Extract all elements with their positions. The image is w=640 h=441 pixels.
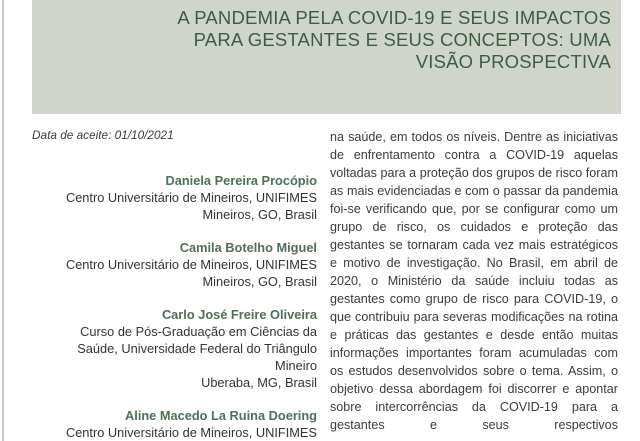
authors-list <box>32 172 317 441</box>
chapter-title-line-2: PARA GESTANTES E SEUS CONCEPTOS: UMA <box>193 29 611 50</box>
body-text-column <box>330 128 618 441</box>
author-affiliation-line: Mineiros, GO, Brasil <box>202 207 317 222</box>
author-affiliation-line: Centro Universitário de Mineiros, UNIFIMES <box>65 257 317 272</box>
author-name: Aline Macedo La Ruina Doering <box>125 408 317 423</box>
title-banner <box>32 0 621 114</box>
chapter-title-line-3: VISÃO PROSPECTIVA <box>415 51 611 72</box>
author-affiliation-line: Centro Universitário de Mineiros, UNIFIMES <box>65 190 317 205</box>
author-name: Daniela Pereira Procópio <box>165 173 317 188</box>
author-entry <box>32 239 317 290</box>
author-entry <box>32 306 317 391</box>
author-affiliation-line: Mineiros, GO, Brasil <box>202 274 317 289</box>
author-entry <box>32 407 317 441</box>
author-affiliation-line: Centro Universitário de Mineiros, UNIFIMES <box>65 425 317 440</box>
author-entry <box>32 172 317 223</box>
author-affiliation-line: Curso de Pós-Graduação em Ciências da <box>80 324 317 339</box>
author-affiliation-line: Mineiro <box>275 358 317 373</box>
chapter-title-line-1: A PANDEMIA PELA COVID-19 E SEUS IMPACTOS <box>177 7 611 28</box>
author-name: Carlo José Freire Oliveira <box>161 307 317 322</box>
author-affiliation-line: Saúde, Universidade Federal do Triângulo <box>77 341 317 356</box>
page-edge-line <box>2 0 4 441</box>
body-paragraph: na saúde, em todos os níveis. Dentre as iniciativas de enfrentamento contra a COVID-19 aquelas voltadas para a proteção dos grupos de risco foram as mais evidenciadas e com o passar da pandemia foi-se verificando que, por se configurar como um grupo de risco, os cuidados e proteção das gestantes se tornaram cada vez mais estratégicos e motivo de investigação. No Brasil, em abril de 2020, o Ministério da saúde incluiu todas as gestantes como grupo de risco para COVID-19, o que contribuiu para severas modificações na rotina e práticas das gestantes e desde então muitas informações importantes foram acumuladas com os estudos desenvolvidos sobre o tema. Assim, o objetivo dessa abordagem foi discorrer e apontar sobre intercorrências da COVID-19 para a gestantes e seus respectivos <box>330 130 618 432</box>
author-affiliation-line: Uberaba, MG, Brasil <box>201 375 317 390</box>
acceptance-date: Data de aceite: 01/10/2021 <box>32 128 174 142</box>
author-name: Camila Botelho Miguel <box>179 240 317 255</box>
